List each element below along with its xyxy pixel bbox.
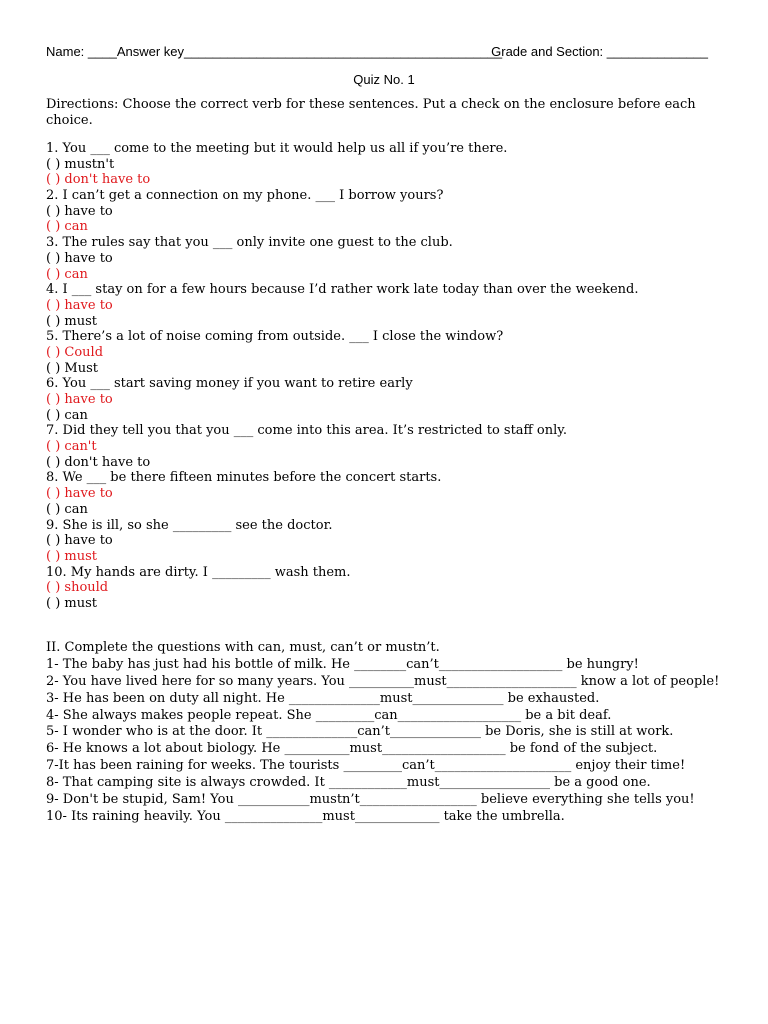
question-text: 2. I can’t get a connection on my phone. ___ I borrow yours? (46, 188, 444, 204)
name-line: Name: ____Answer key____________________________________________ (46, 44, 503, 59)
answer-option[interactable]: ( ) mustn't (46, 156, 115, 172)
fill-in-question: 4- She always makes people repeat. She _________can___________________ be a bit deaf. (46, 707, 612, 723)
answer-option[interactable]: ( ) must (46, 595, 98, 611)
fill-in-question: 8- That camping site is always crowded. It ____________must_________________ be a good one. (46, 775, 651, 791)
answer-option[interactable]: ( ) have to (46, 203, 113, 219)
answer-option[interactable]: ( ) Must (46, 360, 98, 376)
answer-option-correct[interactable]: ( ) can't (46, 439, 97, 455)
answer-option[interactable]: ( ) have to (46, 533, 113, 549)
fill-in-question: 7-It has been raining for weeks. The tourists _________can’t_____________________ enjoy their time! (46, 758, 686, 774)
fill-in-question: 2- You have lived here for so many years. You __________must____________________ know a lot of people! (46, 673, 720, 689)
answer-option-correct[interactable]: ( ) can (46, 219, 88, 235)
question-text: 5. There’s a lot of noise coming from outside. ___ I close the window? (46, 329, 504, 345)
question-text: 9. She is ill, so she _________ see the doctor. (46, 517, 333, 533)
answer-option-correct[interactable]: ( ) must (46, 548, 98, 564)
answer-option-correct[interactable]: ( ) Could (46, 344, 104, 360)
answer-option[interactable]: ( ) must (46, 313, 98, 329)
answer-option[interactable]: ( ) have to (46, 250, 113, 266)
answer-option[interactable]: ( ) can (46, 501, 88, 517)
answer-option-correct[interactable]: ( ) have to (46, 486, 113, 502)
grade-section-line: Grade and Section: ______________ (491, 44, 708, 59)
fill-in-question: 3- He has been on duty all night. He ______________must______________ be exhausted. (46, 690, 600, 706)
part2-section (46, 640, 722, 826)
part1-questions (46, 141, 722, 612)
answer-option-correct[interactable]: ( ) have to (46, 297, 113, 313)
fill-in-question: 5- I wonder who is at the door. It ______________can’t______________ be Doris, she is still at work. (46, 724, 674, 740)
answer-option[interactable]: ( ) can (46, 407, 88, 423)
answer-option-correct[interactable]: ( ) should (46, 580, 109, 596)
question-text: 8. We ___ be there fifteen minutes before the concert starts. (46, 470, 442, 486)
fill-in-question: 10- Its raining heavily. You _______________must_____________ take the umbrella. (46, 808, 565, 824)
part2-heading: II. Complete the questions with can, must, can’t or mustn’t. (46, 640, 440, 655)
question-text: 3. The rules say that you ___ only invite one guest to the club. (46, 235, 453, 251)
answer-option[interactable]: ( ) don't have to (46, 454, 151, 470)
answer-option-correct[interactable]: ( ) have to (46, 392, 113, 407)
fill-in-question: 6- He knows a lot about biology. He __________must___________________ be fond of the subject. (46, 741, 658, 757)
question-text: 1. You ___ come to the meeting but it would help us all if you’re there. (46, 141, 508, 156)
fill-in-question: 1- The baby has just had his bottle of milk. He ________can’t___________________ be hungry! (46, 656, 639, 672)
question-text: 4. I ___ stay on for a few hours because I’d rather work late today than over the weekend. (46, 282, 639, 298)
directions: Directions: Choose the correct verb for these sentences. Put a check on the enclosure before each choice. (46, 97, 696, 128)
answer-option-correct[interactable]: ( ) don't have to (46, 172, 151, 188)
header (46, 44, 722, 62)
question-text: 10. My hands are dirty. I _________ wash them. (46, 564, 351, 580)
part2-items (46, 657, 722, 826)
quiz-title: Quiz No. 1 (353, 72, 415, 87)
answer-option-correct[interactable]: ( ) can (46, 266, 88, 282)
fill-in-question: 9- Don't be stupid, Sam! You ___________mustn’t__________________ believe everything she tells you! (46, 792, 695, 808)
question-text: 7. Did they tell you that you ___ come into this area. It’s restricted to staff only. (46, 423, 568, 439)
question-text: 6. You ___ start saving money if you want to retire early (46, 376, 413, 392)
